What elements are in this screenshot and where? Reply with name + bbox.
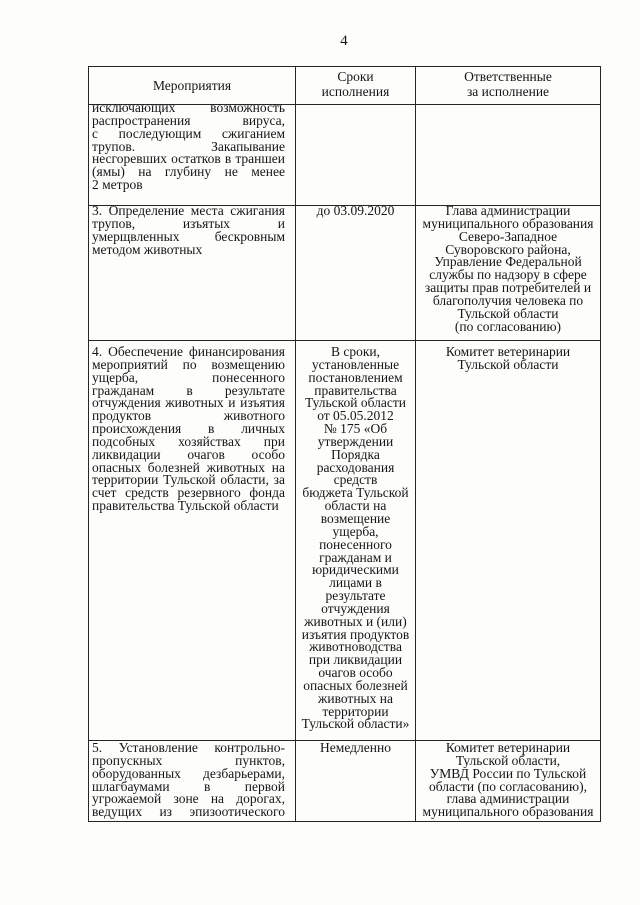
deadline-line: № 175 «Об	[323, 421, 388, 437]
activity-line: оборудованных дезбарьерами,	[92, 765, 285, 781]
table-border-bottom	[88, 821, 601, 822]
row-2-responsible-cell	[416, 205, 600, 333]
activity-line: трупов, изъятых и	[92, 215, 285, 231]
deadline-line: отчуждения	[321, 600, 390, 616]
deadline-line: расходования	[316, 459, 395, 475]
row-3-deadline-cell	[296, 346, 415, 731]
activity-line: гражданам в результате	[92, 382, 285, 398]
activity-line: ведущих из эпизоотического	[92, 804, 285, 820]
deadline-line: бюджета Тульской	[302, 485, 409, 501]
table-border-right	[600, 66, 601, 821]
deadline-line: результате	[325, 588, 386, 604]
header-deadline-line: исполнения	[321, 84, 390, 99]
header-deadline-line: Сроки	[337, 69, 374, 84]
activity-line: опасных болезней животных на	[92, 459, 285, 475]
responsible-line: благополучия человека по	[432, 292, 584, 308]
responsible-line: муниципального образования	[422, 804, 594, 820]
activity-line: шлагбаумами в первой	[92, 778, 285, 794]
responsible-line: Тульской области,	[455, 752, 561, 768]
responsible-line: Северо-Западное	[458, 228, 558, 244]
header-responsible-cell	[416, 69, 600, 99]
deadline-line: Тульской области»	[301, 716, 410, 732]
responsible-line: Тульской области	[457, 305, 559, 321]
deadline-line: изъятия продуктов	[301, 626, 410, 642]
row-2-activity-cell	[92, 205, 285, 256]
activity-line: счет средств резервного фонда	[92, 485, 285, 501]
activity-line: умерщвленных бескровным	[92, 228, 285, 244]
activity-line: ликвидации очагов особо	[92, 446, 285, 462]
activity-line: мероприятий по возмещению	[92, 356, 285, 372]
row-4-deadline-cell	[296, 742, 415, 755]
row-1-activity-cell	[92, 102, 285, 192]
activity-line: распространения вируса,	[92, 112, 285, 128]
deadline-line: ущерба,	[332, 523, 379, 539]
row-3-activity-cell	[92, 346, 285, 513]
deadline-line: животных и (или)	[304, 613, 407, 629]
activity-line: исключающих возможность	[92, 100, 285, 115]
deadline-line: правительства	[314, 382, 397, 398]
activity-line: продуктов животного	[92, 408, 285, 424]
deadline-line: юридическими	[312, 562, 399, 578]
table-column-divider	[415, 66, 416, 821]
activity-line: отчуждения животных и изъятия	[92, 395, 285, 411]
deadline-line: В сроки,	[330, 344, 381, 359]
responsible-line: Комитет ветеринарии	[445, 740, 571, 755]
header-activity-cell	[89, 78, 295, 93]
row-4-responsible-cell	[416, 742, 600, 819]
activity-line: происхождения в личных	[92, 421, 285, 437]
deadline-line: установленные	[311, 356, 400, 372]
responsible-line: службы по надзору в сфере	[429, 267, 587, 283]
responsible-line: Суворовского района,	[445, 241, 571, 257]
header-responsible-line: за исполнение	[466, 84, 550, 99]
responsible-line: муниципального образования	[422, 215, 594, 231]
deadline-line: животноводства	[309, 639, 402, 655]
responsible-line: Тульской области	[457, 356, 559, 372]
activity-line: угрожаемой зоне на дорогах,	[92, 791, 285, 807]
deadline-line: гражданам и	[319, 549, 392, 565]
deadline-line: при ликвидации	[308, 652, 403, 668]
header-activity-line: Мероприятия	[152, 78, 232, 93]
activity-line: 5. Установление контрольно-	[92, 740, 285, 755]
deadline-line: до 03.09.2020	[316, 203, 395, 218]
activity-line: методом животных	[92, 241, 203, 257]
deadline-line: возмещение	[320, 510, 391, 526]
responsible-line: глава администрации	[446, 791, 570, 807]
activity-line: правительства Тульской области	[92, 498, 279, 514]
deadline-line: понесенного	[319, 536, 392, 552]
row-2-deadline-cell	[296, 205, 415, 218]
deadline-line: Порядка	[331, 446, 380, 462]
row-3-responsible-cell	[416, 346, 600, 372]
deadline-line: Немедленно	[320, 740, 391, 755]
activity-line: трупов. Закапывание	[92, 138, 285, 154]
responsible-line: (по согласованию)	[454, 318, 562, 334]
responsible-line: защиты прав потребителей и	[424, 280, 592, 296]
deadline-line: Тульской области	[305, 395, 406, 411]
deadline-line: постановлением	[308, 369, 403, 385]
header-responsible-line: Ответственные	[464, 69, 552, 84]
responsible-line: Глава администрации	[445, 203, 571, 218]
responsible-line: Управление Федеральной	[434, 254, 582, 270]
activity-line: 2 метров	[92, 177, 143, 193]
activity-line: несгоревших остатков в траншеи	[92, 151, 285, 167]
table-border-left	[88, 66, 89, 821]
activity-line: пропускных пунктов,	[92, 752, 285, 768]
deadline-line: очагов особо	[318, 665, 393, 681]
activity-line: с последующим сжиганием	[92, 125, 285, 141]
deadline-line: утверждении	[317, 433, 394, 449]
header-deadline-cell	[296, 69, 415, 99]
deadline-line: лицами в	[329, 575, 382, 591]
activity-line: (ямы) на глубину не менее	[92, 164, 285, 180]
deadline-line: от 05.05.2012	[317, 408, 394, 424]
activity-line: ущерба, понесенного	[92, 369, 285, 385]
deadline-line: территории	[322, 703, 389, 719]
table-row-divider	[88, 340, 601, 341]
page-number: 4	[340, 33, 348, 49]
responsible-line: области (по согласованию),	[428, 778, 587, 794]
deadline-line: опасных болезней	[303, 677, 408, 693]
table-border-top	[88, 66, 601, 67]
row-4-activity-cell	[92, 742, 285, 819]
activity-line: 3. Определение места сжигания	[92, 203, 285, 218]
responsible-line: УМВД России по Тульской	[429, 765, 587, 781]
activity-line: 4. Обеспечение финансирования	[92, 344, 285, 359]
deadline-line: животных на	[318, 690, 393, 706]
deadline-line: средств	[333, 472, 378, 488]
responsible-line: Комитет ветеринарии	[445, 344, 571, 359]
deadline-line: области на	[324, 498, 387, 514]
activity-line: территории Тульской области, за	[92, 472, 285, 488]
activity-line: подсобных хозяйствах при	[92, 433, 285, 449]
